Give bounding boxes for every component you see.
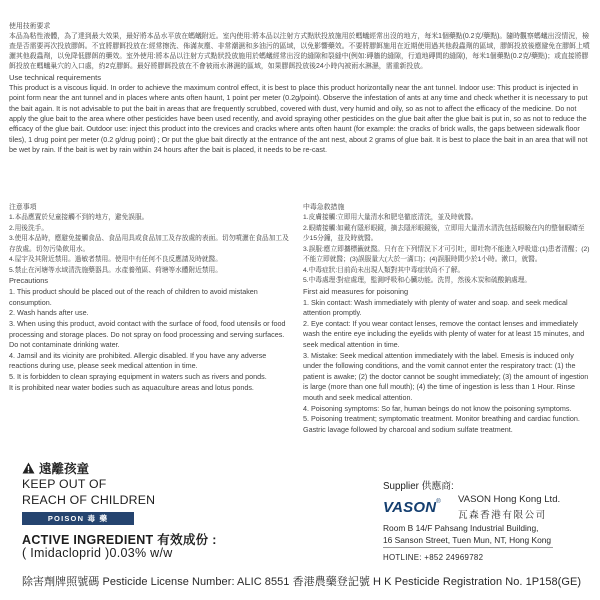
precaution-en-item: 5. It is forbidden to clean spraying equipment in waters such as rivers and ponds.	[9, 371, 267, 381]
usage-section	[9, 22, 595, 155]
first-aid-en-item: 2. Eye contact: If you wear contact lenses, remove the contact lenses and immediately wash the entire eye including the eyelids with plenty of water for at least 15 minutes, and seek medical attention in time.	[303, 318, 585, 350]
precautions-section	[9, 203, 292, 393]
first-aid-en-heading: First aid measures for poisoning	[303, 286, 409, 296]
first-aid-en-item: 1. Skin contact: Wash immediately with plenty of water and soap. and seek medical attention promptly.	[303, 297, 568, 318]
precaution-zh-item: 4.屋宇及其附近禁用。過敏者禁用。使用中有任何不良反應請及時就醫。	[9, 256, 222, 264]
first-aid-zh-heading: 中毒急救措施	[303, 204, 345, 211]
first-aid-zh-item: 2.眼睛接觸:如戴有隱形眼鏡，摘去隱形眼鏡後，立即用大量清水清洗包括眼瞼在內的整個眼睛至少15分鐘，並及時就醫。	[303, 224, 585, 243]
keep-away-en	[22, 477, 155, 508]
first-aid-zh-item: 5.中毒處理:對症處理，監測呼吸和心臟功能。洗胃，然後木炭和硫酸鈉處理。	[303, 277, 532, 285]
active-ingredient-label: ACTIVE INGREDIENT 有效成份 :	[22, 533, 217, 547]
first-aid-en-item: 4. Poisoning symptoms: So far, human beings do not know the poisoning symptoms.	[303, 403, 572, 413]
divider	[383, 547, 553, 548]
first-aid-section	[303, 203, 590, 435]
registered-mark: ®	[436, 499, 441, 505]
keep-away-zh-text: 遠離孩童	[39, 462, 90, 476]
supplier-label: Supplier 供應商:	[383, 481, 454, 492]
precaution-zh-item: 1.本品應置於兒童接觸不到的地方，避免誤服。	[9, 214, 149, 222]
pesticide-license-footer: 除害劑牌照號碼 Pesticide License Number: ALIC 8551 香港農藥登記號 H K Pesticide Registration No. 1P158(GE)	[22, 576, 582, 588]
address-line1: Room B 14/F Pahsang Industrial Building,	[383, 523, 539, 533]
precaution-zh-item: 5.禁止在河塘等水域清洗施藥器具。水產養殖區、荷塘等水體附近禁用。	[9, 266, 222, 274]
precaution-zh-item: 3.使用本品時，應避免接觸食品、食品用具或食品加工及存放處的表面。切勿噴灑在食品加工及存放處。切勿污染飲用水。	[9, 235, 289, 253]
vason-logo-text: VASON	[383, 498, 437, 516]
hotline: HOTLINE: +852 24969782	[383, 553, 484, 562]
company-name-zh: 瓦森香港有限公司	[458, 510, 547, 521]
precautions-zh-heading: 注意事項	[9, 204, 37, 211]
keep-away-en-line2: REACH OF CHILDREN	[22, 492, 156, 507]
precaution-zh-item: 2.用後洗手。	[9, 224, 49, 232]
address-line2: 16 Sanson Street, Tuen Mun, NT, Hong Kong	[383, 535, 552, 546]
precautions-en-heading: Precautions	[9, 276, 49, 286]
supplier-address	[383, 522, 551, 546]
precaution-en-item: 1. This product should be placed out of the reach of children to avoid mistaken consumption.	[9, 287, 258, 307]
vason-logo	[383, 496, 449, 518]
active-ingredient-value: ( Imidacloprid )0.03% w/w	[22, 546, 173, 560]
company-name-en: VASON Hong Kong Ltd.	[458, 494, 561, 505]
first-aid-zh-item: 4.中毒症狀:目前尚未出現人類對其中毒症狀尚不了解。	[303, 266, 465, 274]
precaution-en-item: It is prohibited near water bodies such as aquaculture areas and lotus ponds.	[9, 382, 254, 392]
usage-zh-heading: 使用技術要求	[9, 23, 51, 30]
first-aid-zh-item: 3.誤服:應立即攜標籤就醫。只有在下列情況下才可引吐，即吐物不能進入呼吸道:(1)患者清醒；(2)不能立即就醫；(3)誤服量大(大於一滿口)；(4)誤服時間少於1小時。漱口，就醫。	[303, 245, 590, 264]
usage-zh-body: 本品為粘性液體，為了達到最大效果，最好將本品水平放在螞蟻附近。室內使用:將本品以注射方式點狀投放施用於螞蟻經常出沒的地方，每米1個藥點(0.2克/藥點)。隨時觀察螞蟻出沒情況，檢查是否需要再次投放膠餌。不宜將膠餌投放在:經常擦洗、佈滿灰塵、非常潮濕和多油污的區域，以免影響藥效。不要將膠餌施用在近期使用過其他殺蟲劑的區域，膠餌投放後應避免在膠餌上噴灑其他殺蟲劑，以免降低膠餌的藥效。室外使用:將本品以注射方式點狀投放施用於螞蟻經常出沒的縫隙和裂縫中(例如:磚牆的縫隙，行道地磚間的縫隙)，每米1個藥點(0.2克/藥點)；或直接將膠餌投放在螞蟻巢穴的入口處，約2克膠餌。最好將膠餌投放在不會被雨水淋濕的區域，如果膠餌投放後24小時內被雨水淋濕，需重新投放。	[9, 32, 590, 70]
precaution-en-item: 2. Wash hands after use.	[9, 308, 89, 318]
precaution-en-item: 3. When using this product, avoid contact with the surface of food, food utensils or food processing and storage places. Do not spray on food processing and serving surfaces. Do not contaminate drinking water.	[9, 318, 286, 350]
first-aid-en-item: 5. Poisoning treatment; symptomatic treatment. Monitor breathing and cardiac function. Gastric lavage followed by charcoal and sodium sulfate treatment.	[303, 414, 580, 434]
first-aid-zh-item: 1.皮膚接觸:立即用大量清水和肥皂徹底清洗，並及時就醫。	[303, 214, 478, 222]
warning-triangle-icon	[22, 462, 35, 474]
keep-away-zh	[22, 459, 89, 477]
precaution-en-item: 4. Jamsil and its vicinity are prohibited. Allergic disabled. If you have any adverse reactions during use, please seek medical attention in time.	[9, 350, 267, 371]
usage-en-heading: Use technical requirements	[9, 72, 102, 82]
usage-en-body: This product is a viscous liquid. In order to achieve the maximum control effect, it is best to place this product horizontally near the ant tunnel. Indoor use: This product is injected in point form near the ant tunnel and in places where ants often haunt, 1 point per meter (0.2g/point). Observe the infestation of ants at any time and check whether it is necessary to put the bait again. It is not advisable to put the bait in areas that are frequently scrubbed, covered with dust, very humid and oily, so as not to affect the efficacy of the medicine. Do not apply the glue bait to the area where other pesticides have been used recently, and avoid spraying other pesticides on the glue bait after the glue bait is put in, so as not to reduce the efficacy of the glue bait. Outdoor use: inject this product into the crevices and cracks where ants often haunt (for example: the cracks of brick walls, the gaps between sidewalk floor tiles), 1 drug point per meter (0.2 g/drug point) ; Or put the glue bait directly at the entrance of the ant nest, about 2 grams of glue bait. It is best to place the bait in an area that will not be wet by rain. If the bait is wet by rain within 24 hours after the bait is placed, it needs to be re-cast.	[9, 83, 588, 154]
first-aid-en-item: 3. Mistake: Seek medical attention immediately with the label. Emesis is induced only under the following conditions, and the vomit cannot enter the respiratory tract: (1) the patient is awake; (2) the doctor cannot be sought immediately; (3) the amount of ingestion is large (more than one full mouth); (4) the time of ingestion is less than 1 Hour. Rinse mouth and seek medical attention.	[303, 350, 589, 403]
poison-badge: POISON 毒 藥	[22, 512, 134, 525]
keep-away-en-line1: KEEP OUT OF	[22, 477, 107, 491]
